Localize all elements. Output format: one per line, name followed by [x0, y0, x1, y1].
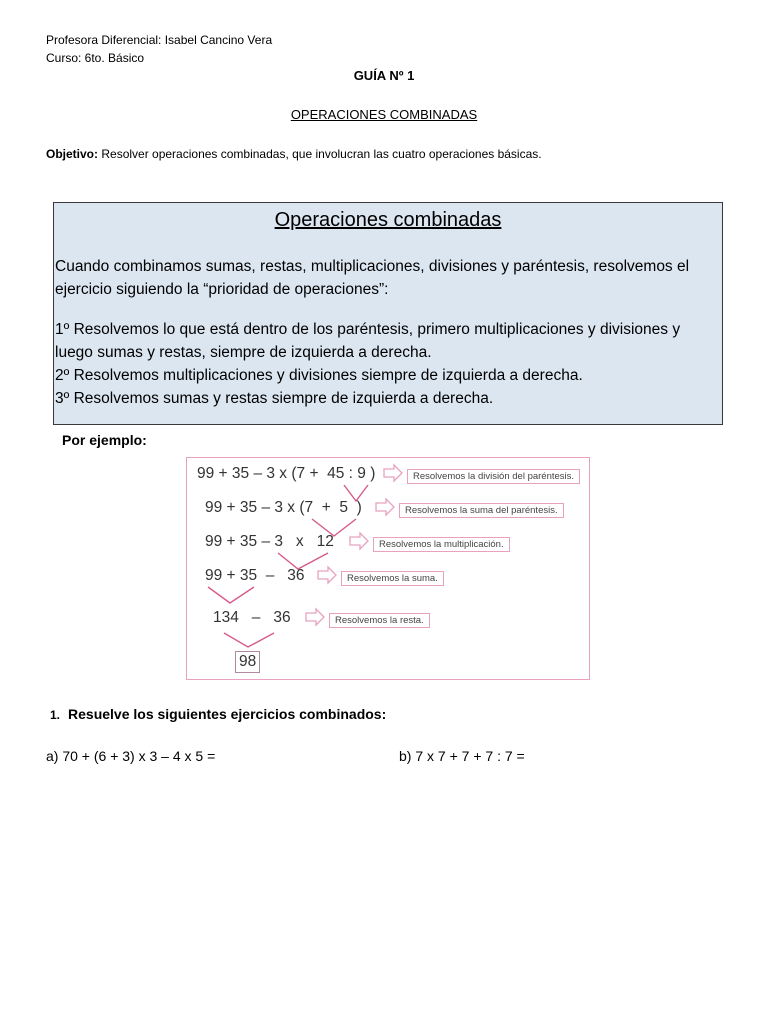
connector-5 [224, 633, 274, 647]
exercise-number: 1. [50, 708, 61, 722]
teacher-line: Profesora Diferencial: Isabel Cancino Vera [46, 33, 273, 47]
info-box-rules [55, 318, 715, 410]
rule-2: 2º Resolvemos multiplicaciones y divisiones siempre de izquierda a derecha. [55, 367, 583, 384]
info-box-title: Operaciones combinadas [274, 209, 502, 231]
example-label: Por ejemplo: [62, 432, 147, 448]
exercise-a-label: a) [46, 748, 59, 764]
exercise-a-expression: 70 + (6 + 3) x 3 – 4 x 5 = [58, 748, 216, 764]
arrow-icon [384, 465, 402, 481]
step-5-note: Resolvemos la resta. [329, 613, 430, 628]
exercise-heading [50, 706, 386, 722]
rule-1: 1º Resolvemos lo que está dentro de los paréntesis, primero multiplicaciones y divisiones y luego sumas y restas, siempre de izquierda a derecha. [55, 321, 681, 361]
arrow-icon [350, 533, 368, 549]
objective-label: Objetivo: [46, 147, 99, 161]
exercise-b-expression: 7 x 7 + 7 + 7 : 7 = [411, 748, 525, 764]
step-5-expression: 134 – 36 [213, 609, 291, 626]
step-3-expression: 99 + 35 – 3 x 12 [205, 533, 334, 550]
exercise-b-label: b) [399, 748, 412, 764]
exercise-instruction: Resuelve los siguientes ejercicios combinados: [68, 706, 387, 722]
step-3-note: Resolvemos la multiplicación. [373, 537, 510, 552]
rule-3: 3º Resolvemos sumas y restas siempre de izquierda a derecha. [55, 390, 494, 407]
step-4-note: Resolvemos la suma. [341, 571, 444, 586]
step-1-expression: 99 + 35 – 3 x (7 + 45 : 9 ) [197, 465, 376, 482]
info-box-intro: Cuando combinamos sumas, restas, multiplicaciones, divisiones y paréntesis, resolvemos el ejercicio siguiendo la “prioridad de operaciones”: [55, 258, 690, 298]
step-1-note: Resolvemos la división del paréntesis. [407, 469, 580, 484]
exercise-b [399, 748, 525, 764]
step-4-expression: 99 + 35 – 36 [205, 567, 305, 584]
course-line: Curso: 6to. Básico [46, 51, 145, 65]
objective [46, 147, 542, 161]
exercise-a [46, 748, 215, 764]
step-2-note: Resolvemos la suma del paréntesis. [399, 503, 564, 518]
connector-4 [208, 587, 254, 603]
objective-text: Resolver operaciones combinadas, que involucran las cuatro operaciones básicas. [98, 147, 542, 161]
arrow-icon [306, 609, 324, 625]
example-result: 98 [235, 651, 260, 673]
arrow-icon [376, 499, 394, 515]
guide-title: GUÍA Nº 1 [353, 68, 415, 83]
step-2-expression: 99 + 35 – 3 x (7 + 5 ) [205, 499, 362, 516]
arrow-icon [318, 567, 336, 583]
topic-title: OPERACIONES COMBINADAS [290, 107, 478, 122]
info-box [53, 202, 723, 425]
